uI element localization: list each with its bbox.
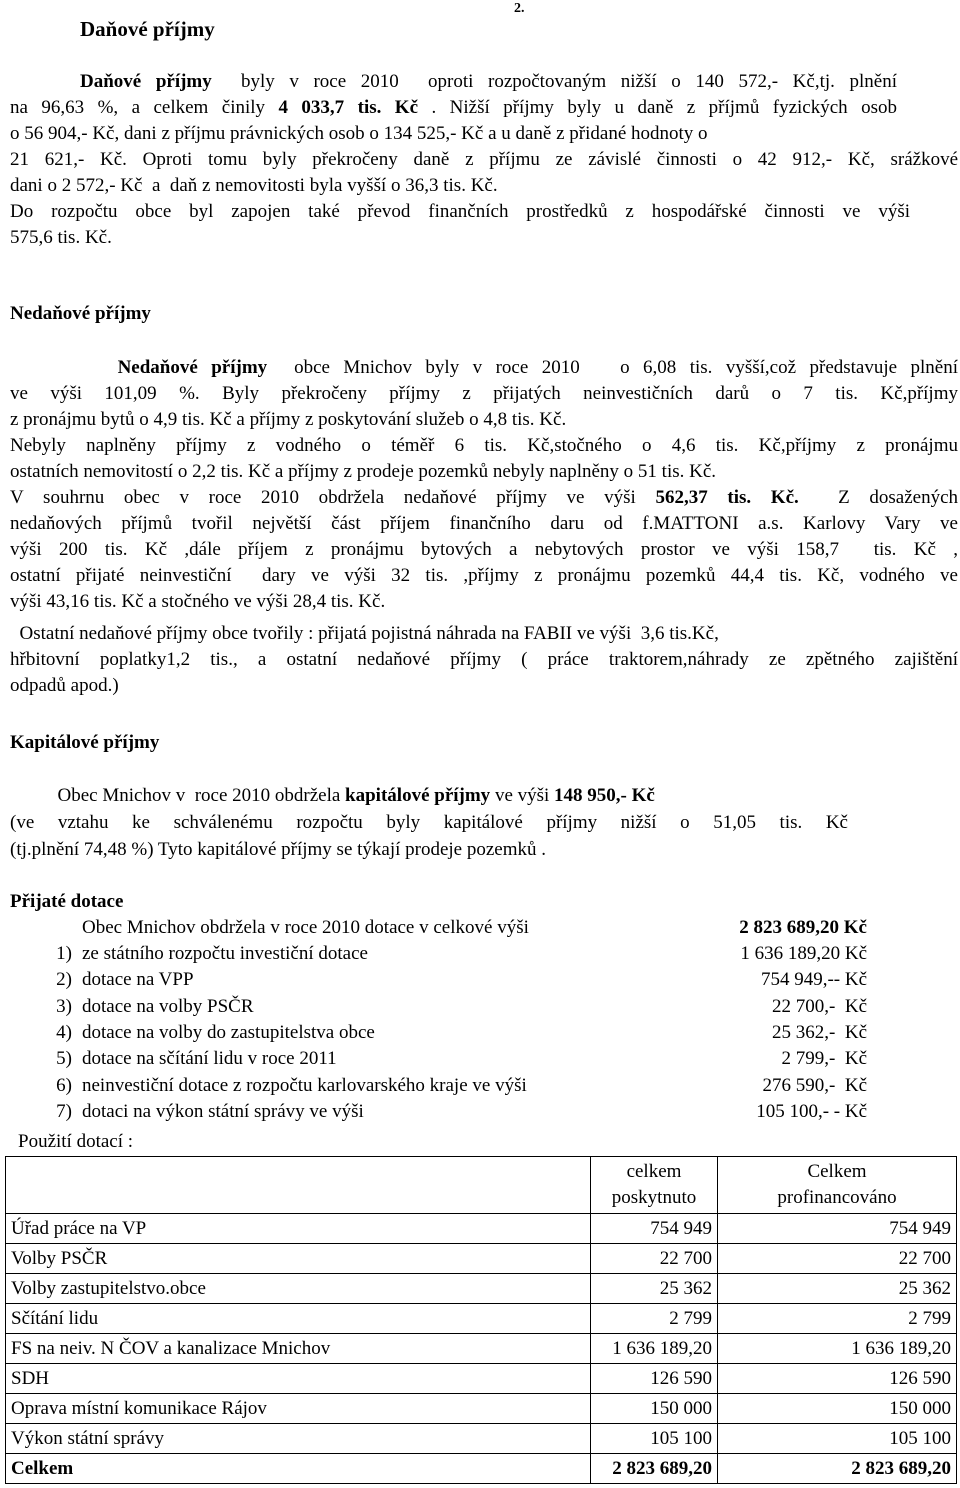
text-run: Z dosažených [798, 487, 958, 508]
bold-text: Daňové příjmy [80, 71, 212, 92]
text-run: V souhrnu obec v roce 2010 obdržela nedaňové příjmy ve výši [10, 487, 656, 508]
row-label: Celkem [6, 1454, 591, 1484]
section-heading-nontax: Nedaňové příjmy [10, 303, 151, 324]
row-label: Volby PSČR [6, 1244, 591, 1274]
row-label: SDH [6, 1364, 591, 1394]
bold-text: 4 033,7 tis. Kč [278, 97, 419, 118]
paragraph-line [10, 381, 958, 407]
column-header-financed-line1: Celkem [807, 1161, 867, 1182]
row-label: Sčítání lidu [6, 1304, 591, 1334]
section-heading-grants: Přijaté dotace [10, 891, 124, 912]
row-provided: 1 636 189,20 [591, 1334, 718, 1364]
paragraph-line [10, 355, 958, 381]
grant-item-amount: 276 590,- Kč [762, 1074, 867, 1096]
text-run: 575,6 tis. Kč. [10, 227, 112, 248]
table-row [6, 1364, 957, 1394]
text-run: obce Mnichov byly v roce 2010 o 6,08 tis. vyšší,což představuje plnění [267, 357, 958, 378]
table-row [6, 1244, 957, 1274]
row-financed: 2 799 [718, 1304, 957, 1334]
text-run: výši 200 tis. Kč ,dále příjem z pronájmu bytových a nebytových prostor ve výši 158,7 tis. Kč , [10, 539, 958, 560]
grant-item-amount: 2 799,- Kč [781, 1048, 867, 1070]
text-run: Do rozpočtu obce byl zapojen také převod finančních prostředků z hospodářské činnosti ve výši [10, 201, 910, 222]
grant-item-number: 7) [56, 1100, 72, 1122]
column-header-financed-line2: profinancováno [777, 1187, 897, 1208]
grant-item-label: ze státního rozpočtu investiční dotace [82, 943, 368, 964]
paragraph-line [10, 783, 655, 809]
paragraph-line [10, 563, 958, 589]
grant-item-amount: 1 636 189,20 Kč [740, 943, 867, 964]
paragraph-line [10, 485, 958, 511]
bold-text: Nedaňové příjmy [117, 357, 268, 378]
grant-item-label: dotace na VPP [82, 969, 194, 991]
row-provided: 25 362 [591, 1274, 718, 1304]
row-label: FS na neiv. N ČOV a kanalizace Mnichov [6, 1334, 591, 1364]
bold-text: 562,37 tis. Kč. [655, 487, 799, 508]
paragraph-line [10, 511, 958, 537]
text-run: ostatní přijaté neinvestiční dary ve výši 32 tis. ,příjmy z pronájmu pozemků 44,4 tis. Kč, vodného ve [10, 565, 958, 586]
grants-intro: Obec Mnichov obdržela v roce 2010 dotace v celkové výši [82, 917, 529, 938]
text-run: ve výši 101,09 %. Byly překročeny příjmy z přijatých neinvestičních darů o 7 tis. Kč,příjmy [10, 383, 958, 404]
table-row [6, 1304, 957, 1334]
row-label: Oprava místní komunikace Rájov [6, 1394, 591, 1424]
table-row [6, 1424, 957, 1454]
grant-item-number: 1) [56, 943, 72, 964]
paragraph-line [10, 647, 958, 673]
grant-item [12, 967, 867, 993]
table-row [6, 1214, 957, 1244]
grant-item [12, 1020, 867, 1046]
paragraph-line [10, 537, 958, 563]
row-provided: 126 590 [591, 1364, 718, 1394]
section-heading-tax: Daňové příjmy [80, 17, 215, 41]
grants-total: 2 823 689,20 Kč [739, 917, 867, 938]
column-header-provided-line1: celkem [626, 1161, 682, 1182]
text-run: výši 43,16 tis. Kč a stočného ve výši 28,4 tis. Kč. [10, 591, 386, 612]
table-row [6, 1394, 957, 1424]
column-header-provided [591, 1157, 718, 1214]
grant-item-amount: 25 362,- Kč [772, 1021, 867, 1043]
row-financed: 2 823 689,20 [718, 1454, 957, 1484]
text-run: byly v roce 2010 oproti rozpočtovaným nižší o 140 572,- Kč,tj. plnění [211, 71, 897, 92]
paragraph-line [10, 173, 498, 199]
text-run: 21 621,- Kč. Oproti tomu byly překročeny daně z příjmu ze závislé činnosti o 42 912,- Kč, srážkové [10, 149, 958, 170]
paragraph-line [10, 459, 716, 485]
table-header-row [6, 1157, 957, 1214]
row-provided: 150 000 [591, 1394, 718, 1424]
text-run: Ostatní nedaňové příjmy obce tvořily : přijatá pojistná náhrada na FABII ve výši 3,6 tis.Kč, [10, 623, 719, 644]
row-provided: 754 949 [591, 1214, 718, 1244]
paragraph-line [10, 147, 958, 173]
paragraph-line [10, 837, 546, 863]
paragraph-line [80, 69, 897, 95]
row-provided: 22 700 [591, 1244, 718, 1274]
grant-item [12, 1073, 867, 1099]
row-financed: 150 000 [718, 1394, 957, 1424]
grant-item-label: dotaci na výkon státní správy ve výši [82, 1100, 364, 1122]
grant-item-label: dotace na volby do zastupitelstva obce [82, 1021, 375, 1043]
row-provided: 2 823 689,20 [591, 1454, 718, 1484]
row-provided: 105 100 [591, 1424, 718, 1454]
grant-item-number: 5) [56, 1048, 72, 1070]
column-header-provided-line2: poskytnuto [611, 1187, 697, 1208]
row-label: Výkon státní správy [6, 1424, 591, 1454]
text-run: na 96,63 %, a celkem činily [10, 97, 279, 118]
paragraph-line [10, 673, 119, 699]
grant-item-number: 3) [56, 995, 72, 1017]
table-row [6, 1274, 957, 1304]
text-run: odpadů apod.) [10, 675, 119, 696]
grant-item-amount: 22 700,- Kč [772, 995, 867, 1017]
grant-item-label: dotace na volby PSČR [82, 995, 254, 1017]
paragraph-line [10, 199, 910, 225]
text-run: dani o 2 572,- Kč a daň z nemovitosti byla vyšší o 36,3 tis. Kč. [10, 175, 498, 196]
grant-item [12, 994, 867, 1020]
text-run: . Nižší příjmy byly u daně z příjmů fyzických osob [418, 97, 898, 118]
grant-item-number: 2) [56, 969, 72, 991]
table-header-empty [6, 1157, 591, 1214]
grant-item-number: 6) [56, 1074, 72, 1096]
grant-item [12, 941, 867, 967]
row-financed: 126 590 [718, 1364, 957, 1394]
text-run: ve výši [490, 785, 555, 806]
text-run: (tj.plnění 74,48 %) Tyto kapitálové příjmy se týkají prodeje pozemků . [10, 839, 547, 860]
paragraph-line [10, 589, 385, 615]
text-run [10, 357, 118, 378]
row-financed: 754 949 [718, 1214, 957, 1244]
grant-item [12, 1046, 867, 1072]
paragraph-line [10, 95, 897, 121]
paragraph-line [10, 407, 566, 433]
paragraph-line [10, 433, 958, 459]
usage-title: Použití dotací : [18, 1131, 134, 1152]
bold-text: 148 950,- Kč [554, 785, 655, 806]
row-financed: 105 100 [718, 1424, 957, 1454]
paragraph-line [10, 225, 112, 251]
text-run: o 56 904,- Kč, dani z příjmu právnických osob o 134 525,- Kč a u daně z přidané hodnoty o [10, 123, 708, 144]
paragraph-line [10, 121, 708, 147]
column-header-financed [718, 1157, 957, 1214]
text-run: ostatních nemovitostí o 2,2 tis. Kč a příjmy z prodeje pozemků nebyly naplněny o 51 tis. Kč. [10, 461, 717, 482]
row-label: Volby zastupitelstvo.obce [6, 1274, 591, 1304]
text-run: z pronájmu bytů o 4,9 tis. Kč a příjmy z poskytování služeb o 4,8 tis. Kč. [10, 409, 567, 430]
grants-intro-row [12, 915, 867, 941]
usage-table [5, 1156, 957, 1484]
bold-text: kapitálové příjmy [345, 785, 491, 806]
text-run: Obec Mnichov v roce 2010 obdržela [10, 785, 346, 806]
text-run: hřbitovní poplatky1,2 tis., a ostatní nedaňové příjmy ( práce traktorem,náhrady ze zpětného zajištění [10, 649, 958, 670]
grant-item [12, 1099, 867, 1125]
row-label: Úřad práce na VP [6, 1214, 591, 1244]
row-provided: 2 799 [591, 1304, 718, 1334]
grant-item-amount: 754 949,-- Kč [760, 969, 867, 991]
row-financed: 25 362 [718, 1274, 957, 1304]
grant-item-label: neinvestiční dotace z rozpočtu karlovarského kraje ve výši [82, 1074, 527, 1096]
text-run: nedaňových příjmů tvořil největší část příjem finančního daru od f.MATTONI a.s. Karlovy Vary ve [10, 513, 958, 534]
text-run: (ve vztahu ke schválenému rozpočtu byly kapitálové příjmy nižší o 51,05 tis. Kč [10, 812, 848, 833]
table-total-row [6, 1454, 957, 1484]
grant-item-label: dotace na sčítání lidu v roce 2011 [82, 1048, 337, 1070]
section-heading-capital: Kapitálové příjmy [10, 732, 160, 753]
page-number: 2. [514, 1, 525, 16]
paragraph-line [10, 810, 848, 836]
paragraph-line [10, 621, 719, 647]
table-row [6, 1334, 957, 1364]
grant-item-amount: 105 100,- - Kč [756, 1100, 867, 1122]
row-financed: 1 636 189,20 [718, 1334, 957, 1364]
row-financed: 22 700 [718, 1244, 957, 1274]
text-run: Nebyly naplněny příjmy z vodného o téměř 6 tis. Kč,stočného o 4,6 tis. Kč,příjmy z pronájmu [10, 435, 958, 456]
grant-item-number: 4) [56, 1021, 72, 1043]
